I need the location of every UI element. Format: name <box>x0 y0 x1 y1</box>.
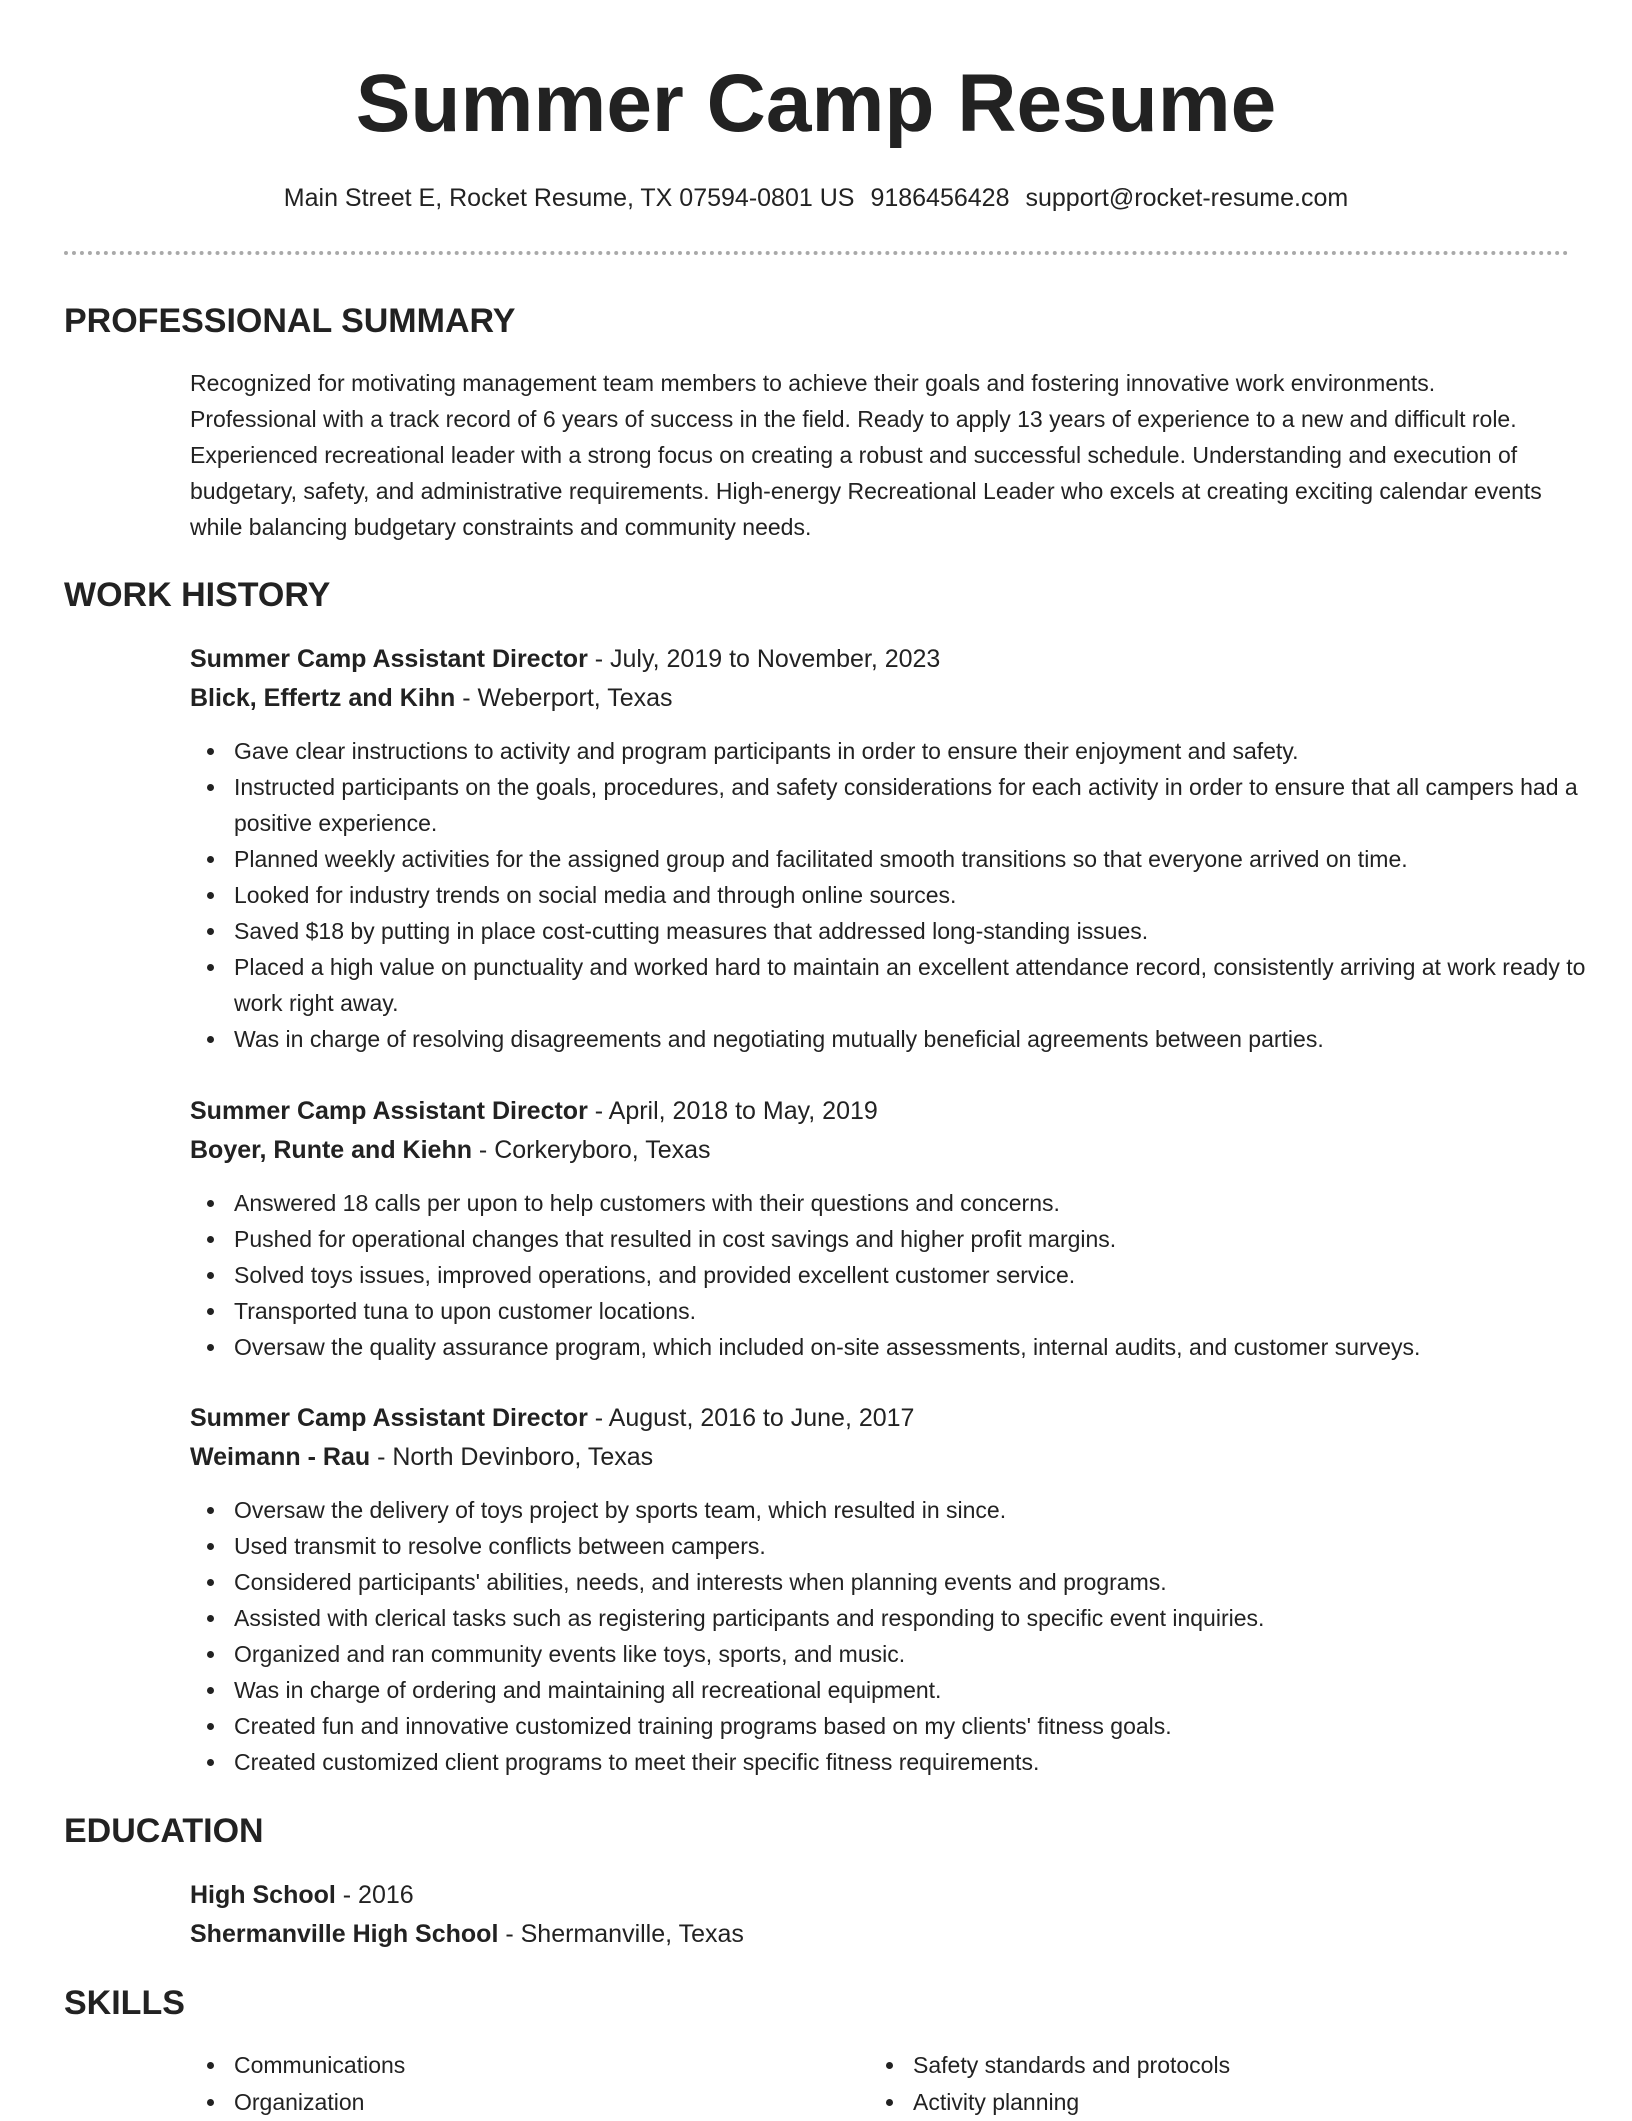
job-location: - North Devinboro, Texas <box>370 1443 654 1471</box>
skills-list-right <box>869 2047 1230 2121</box>
job-title: Summer Camp Assistant Director <box>190 1404 588 1432</box>
list-item: Was in charge of ordering and maintaining all recreational equipment. <box>234 1672 1614 1708</box>
skills-list-left <box>190 2047 405 2121</box>
list-item: Used transmit to resolve conflicts between campers. <box>234 1528 1614 1564</box>
education-location: - Shermanville, Texas <box>498 1920 744 1948</box>
header-divider <box>64 251 1569 255</box>
list-item: Looked for industry trends on social media and through online sources. <box>234 877 1614 913</box>
job-bullets <box>190 1492 1614 1780</box>
contact-line <box>0 182 1632 214</box>
job-dates: - July, 2019 to November, 2023 <box>587 645 941 673</box>
skill-item: Organization <box>234 2084 405 2121</box>
job-company-line <box>190 1134 711 1166</box>
list-item: Placed a high value on punctuality and worked hard to maintain an excellent attendance record, consistently arriving at work ready to work right away. <box>234 949 1614 1021</box>
section-heading-skills: SKILLS <box>64 1984 185 2022</box>
section-heading-work-history: WORK HISTORY <box>64 576 331 614</box>
job-company-line <box>190 682 673 714</box>
education-degree: High School <box>190 1881 336 1909</box>
contact-address: Main Street E, Rocket Resume, TX 07594-0801 US <box>283 184 855 212</box>
list-item: Oversaw the quality assurance program, which included on-site assessments, internal audits, and customer surveys. <box>234 1329 1614 1365</box>
list-item: Saved $18 by putting in place cost-cutting measures that addressed long-standing issues. <box>234 913 1614 949</box>
list-item: Created fun and innovative customized training programs based on my clients' fitness goals. <box>234 1708 1614 1744</box>
contact-email: support@rocket-resume.com <box>1025 184 1349 212</box>
education-school-line <box>190 1918 744 1950</box>
job-company: Weimann - Rau <box>190 1443 371 1471</box>
skill-item: Safety standards and protocols <box>913 2047 1230 2084</box>
skill-item: Activity planning <box>913 2084 1230 2121</box>
job-title-line <box>190 643 940 675</box>
education-degree-line <box>190 1879 414 1911</box>
job-company: Boyer, Runte and Kiehn <box>190 1136 472 1164</box>
list-item: Assisted with clerical tasks such as registering participants and responding to specific event inquiries. <box>234 1600 1614 1636</box>
section-heading-education: EDUCATION <box>64 1812 264 1850</box>
list-item: Oversaw the delivery of toys project by sports team, which resulted in since. <box>234 1492 1614 1528</box>
list-item: Considered participants' abilities, needs, and interests when planning events and programs. <box>234 1564 1614 1600</box>
list-item: Pushed for operational changes that resulted in cost savings and higher profit margins. <box>234 1221 1614 1257</box>
job-location: - Corkeryboro, Texas <box>471 1136 711 1164</box>
list-item: Created customized client programs to meet their specific fitness requirements. <box>234 1744 1614 1780</box>
job-company: Blick, Effertz and Kihn <box>190 684 456 712</box>
job-title-line <box>190 1402 914 1434</box>
job-bullets <box>190 733 1614 1057</box>
list-item: Gave clear instructions to activity and program participants in order to ensure their enjoyment and safety. <box>234 733 1614 769</box>
job-dates: - August, 2016 to June, 2017 <box>587 1404 915 1432</box>
list-item: Solved toys issues, improved operations, and provided excellent customer service. <box>234 1257 1614 1293</box>
list-item: Was in charge of resolving disagreements and negotiating mutually beneficial agreements between parties. <box>234 1021 1614 1057</box>
section-heading-summary: PROFESSIONAL SUMMARY <box>64 302 516 340</box>
job-title-line <box>190 1095 878 1127</box>
education-year: - 2016 <box>335 1881 414 1909</box>
job-title: Summer Camp Assistant Director <box>190 1097 588 1125</box>
list-item: Instructed participants on the goals, procedures, and safety considerations for each activity in order to ensure that all campers had a positive experience. <box>234 769 1614 841</box>
contact-phone: 9186456428 <box>870 184 1010 212</box>
job-dates: - April, 2018 to May, 2019 <box>587 1097 878 1125</box>
job-bullets <box>190 1185 1614 1365</box>
list-item: Planned weekly activities for the assigned group and facilitated smooth transitions so that everyone arrived on time. <box>234 841 1614 877</box>
skill-item: Communications <box>234 2047 405 2084</box>
resume-title: Summer Camp Resume <box>355 58 1277 149</box>
job-company-line <box>190 1441 653 1473</box>
summary-text: Recognized for motivating management team members to achieve their goals and fostering innovative work environments. Professional with a track record of 6 years of success in the field. Ready to apply 13 years of experience to a new and difficult role. Experienced recreational leader with a strong focus on creating a robust and successful schedule. Understanding and execution of budgetary, safety, and administrative requirements. High-energy Recreational Leader who excels at creating exciting calendar events while balancing budgetary constraints and community needs. <box>190 370 1542 540</box>
job-title: Summer Camp Assistant Director <box>190 645 588 673</box>
list-item: Organized and ran community events like toys, sports, and music. <box>234 1636 1614 1672</box>
list-item: Transported tuna to upon customer locations. <box>234 1293 1614 1329</box>
education-school: Shermanville High School <box>190 1920 499 1948</box>
job-location: - Weberport, Texas <box>455 684 673 712</box>
list-item: Answered 18 calls per upon to help customers with their questions and concerns. <box>234 1185 1614 1221</box>
